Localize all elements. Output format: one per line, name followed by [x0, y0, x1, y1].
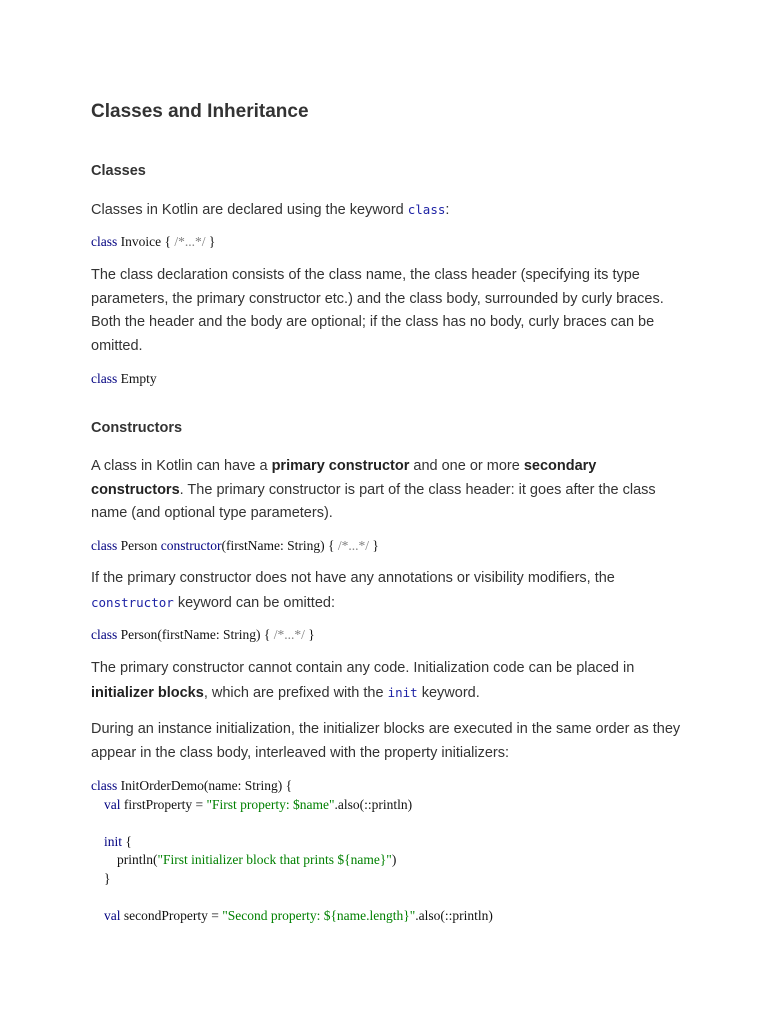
classes-description: The class declaration consists of the class name, the class header (specifying its type parameters, the primary constructor etc.) and the class body, surrounded by curly braces. Both the header and the body are optional; if the class has no body, curly braces can be omitted.: [91, 267, 664, 354]
code-line-3: init {: [104, 833, 132, 849]
code-line-blank-1: [91, 814, 493, 833]
code-init-order-demo: [91, 777, 493, 925]
inline-code-constructor: constructor: [91, 594, 174, 610]
constructor-keyword-note: If the primary constructor does not have any annotations or visibility modifiers, the constructor keyword can be omitted:: [91, 570, 615, 611]
page-title: Classes and Inheritance: [91, 101, 309, 122]
inline-code-class: class: [407, 202, 446, 217]
code-line-5: }: [104, 870, 111, 886]
code-line-1: class InitOrderDemo(name: String) {: [91, 778, 293, 793]
inline-code-init: init: [387, 684, 418, 700]
heading-classes: Classes: [91, 163, 146, 179]
code-line-2: val firstProperty = "First property: $name".also(::println): [104, 796, 413, 812]
constructors-intro: A class in Kotlin can have a primary constructor and one or more secondary constructors. The primary constructor is part of the class header: it goes after the class name (and optional type parameters).: [91, 458, 656, 521]
code-invoice: class Invoice { /*...*/ }: [91, 234, 216, 249]
heading-constructors: Constructors: [91, 420, 183, 436]
code-person-constructor: class Person constructor(firstName: String) { /*...*/ }: [91, 538, 379, 553]
code-person-short: class Person(firstName: String) { /*...*/ }: [91, 627, 315, 642]
classes-intro: Classes in Kotlin are declared using the keyword class:: [91, 202, 450, 218]
initializer-blocks-note: The primary constructor cannot contain any code. Initialization code can be placed in initializer blocks, which are prefixed with the init keyword.: [91, 660, 635, 701]
code-line-6: val secondProperty = "Second property: ${name.length}".also(::println): [104, 907, 493, 923]
code-line-blank-2: [91, 888, 493, 907]
code-line-4: println("First initializer block that prints ${name}"): [117, 852, 397, 867]
code-empty: class Empty: [91, 371, 157, 386]
initialization-order-note: During an instance initialization, the initializer blocks are executed in the same order as they appear in the class body, interleaved with the property initializers:: [91, 721, 681, 761]
